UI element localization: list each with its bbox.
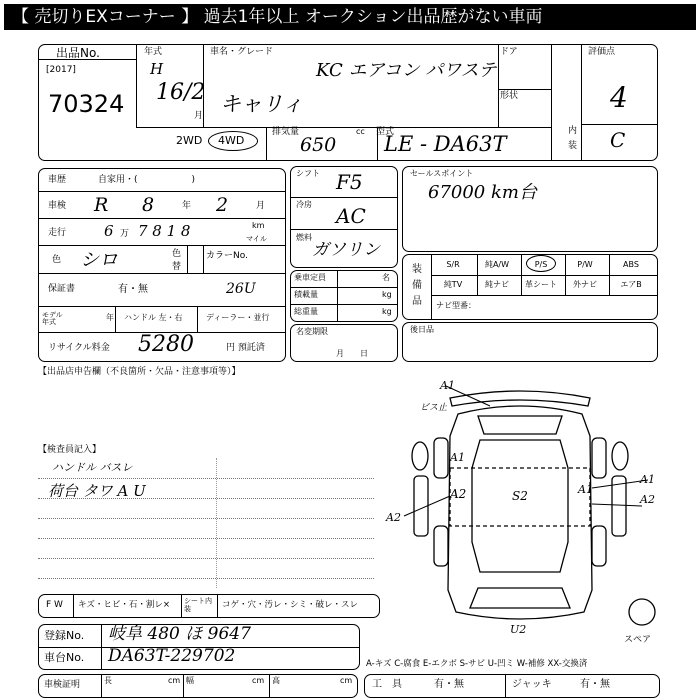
warranty-label: 保証書 bbox=[48, 284, 76, 294]
history-label: 車歴 bbox=[48, 175, 67, 185]
sales-label: セールスポイント bbox=[410, 169, 474, 178]
jack-label: ジャッキ bbox=[512, 679, 552, 690]
model-year-unit: 年 bbox=[106, 313, 114, 322]
equip-airbag: エアB bbox=[620, 280, 642, 289]
rear-items-box bbox=[402, 322, 658, 362]
lot-label: 出品No. bbox=[56, 46, 100, 60]
car-roof bbox=[472, 440, 568, 572]
lot-number: 70324 bbox=[48, 90, 125, 118]
equip-pw: P/W bbox=[577, 260, 593, 269]
door-label: ドア bbox=[500, 47, 518, 57]
registration-value: 岐阜 480 ほ 9647 bbox=[108, 624, 251, 644]
grade-value: KC エアコン パワステ bbox=[316, 60, 497, 81]
inspector-note-1: ハンドル バスレ bbox=[52, 461, 133, 474]
car-body-outline bbox=[448, 406, 592, 619]
ac-label: 冷房 bbox=[296, 200, 312, 209]
equip-ext-navi: 外ナビ bbox=[573, 280, 597, 289]
sales-box bbox=[402, 166, 658, 252]
inspector-divider bbox=[216, 458, 217, 588]
inspector-label: 【検査員記入】 bbox=[38, 445, 102, 455]
recycle-label: リサイクル料金 bbox=[48, 343, 110, 353]
interior-label-1: 内 bbox=[568, 126, 578, 136]
month-label: 月 bbox=[194, 111, 204, 121]
mileage-man-unit: 万 bbox=[120, 229, 130, 239]
chassis-value: DA63T-229702 bbox=[108, 646, 236, 666]
mileage-rest: 7 8 1 8 bbox=[138, 222, 191, 240]
drive-2wd: 2WD bbox=[176, 134, 203, 147]
equip-sr: S/R bbox=[446, 260, 460, 269]
navi-model-label: ナビ型番： bbox=[436, 301, 476, 310]
handle-label: ハンドル 左・右 bbox=[124, 313, 183, 322]
fuel-label: 燃料 bbox=[296, 233, 312, 242]
diagram-mark-a1-side: A1 bbox=[578, 483, 593, 496]
color-label: 色 bbox=[52, 255, 62, 265]
car-diagram bbox=[380, 376, 670, 640]
shaken-label: 車検 bbox=[48, 201, 67, 211]
inspector-note-2: 荷台 タワ A U bbox=[48, 482, 146, 500]
length-label: 長 bbox=[104, 676, 112, 685]
mirror-left bbox=[412, 442, 428, 470]
type-value: LE - DA63T bbox=[384, 132, 507, 156]
warranty-value: 有・無 bbox=[118, 284, 148, 295]
era-value: H bbox=[150, 60, 164, 78]
equip-abs: ABS bbox=[623, 260, 639, 269]
inspector-lines bbox=[38, 458, 374, 588]
mile-label: マイル bbox=[246, 235, 267, 243]
score-value: 4 bbox=[610, 81, 628, 114]
registration-label: 登録No. bbox=[44, 629, 85, 642]
year-tag: [2017] bbox=[46, 65, 76, 75]
interior-label-2: 装 bbox=[568, 141, 578, 151]
cert-box bbox=[38, 674, 358, 698]
mark-line-4 bbox=[592, 504, 642, 506]
length-cm: cm bbox=[168, 676, 181, 685]
model-label: 車名・グレード bbox=[210, 47, 274, 57]
color-no-label: カラーNo. bbox=[206, 251, 248, 261]
diagram-mark-a2-right: A2 bbox=[640, 493, 655, 506]
history-value: 自家用・( ) bbox=[98, 175, 196, 185]
displacement-label: 排気量 bbox=[272, 127, 300, 137]
wheel-fl bbox=[434, 438, 448, 478]
shaken-year-unit: 年 bbox=[182, 201, 192, 211]
load-unit: kg bbox=[382, 290, 392, 299]
equip-ps: P/S bbox=[534, 260, 548, 269]
diagram-mark-a2-left: A2 bbox=[386, 511, 401, 524]
legend-text: A-キズ C-腐食 E-エクボ S-サビ U-凹ミ W-補修 XX-交換済 bbox=[366, 659, 588, 669]
spare-label: スペア bbox=[624, 635, 652, 645]
color-change-1: 色 bbox=[172, 249, 182, 259]
nenshiki-label: 年式 bbox=[144, 47, 163, 57]
diagram-mark-a1-right: A1 bbox=[640, 473, 655, 486]
sales-text: 67000 km台 bbox=[428, 182, 537, 203]
cc-label: cc bbox=[356, 127, 365, 136]
declaration-label: 【出品店申告欄（不良箇所・欠品・注意事項等）】 bbox=[38, 367, 241, 377]
capacity-unit: 名 bbox=[382, 273, 390, 282]
mirror-right bbox=[612, 442, 628, 470]
height-label: 高 bbox=[272, 676, 280, 685]
model-year-label: モデル年式 bbox=[42, 311, 63, 326]
color-change-2: 替 bbox=[172, 262, 182, 272]
displacement-value: 650 bbox=[300, 134, 337, 156]
recycle-amount: 5280 bbox=[138, 332, 194, 357]
rename-label: 名変期限 bbox=[296, 327, 328, 336]
seat-label: シート内装 bbox=[184, 597, 212, 613]
score-label: 評価点 bbox=[588, 47, 616, 57]
gross-unit: kg bbox=[382, 307, 392, 316]
interior-value: C bbox=[610, 128, 626, 152]
car-name-value: キャリィ bbox=[220, 92, 304, 116]
diagram-mark-a2-mid: A2 bbox=[450, 487, 467, 501]
fw-label: F W bbox=[46, 600, 63, 610]
shaken-month-unit: 月 bbox=[256, 201, 266, 211]
diagram-mark-s2: S2 bbox=[512, 489, 528, 503]
fuel-value: ガソリン bbox=[312, 240, 380, 260]
shaken-era: R bbox=[94, 194, 109, 216]
color-value: シロ bbox=[80, 249, 119, 271]
rename-unit: 月 日 bbox=[336, 349, 368, 358]
wheel-rl bbox=[434, 526, 448, 566]
car-rear-bumper bbox=[470, 588, 570, 608]
color-no-value: 26U bbox=[226, 281, 256, 297]
seat-text: コゲ・穴・汚レ・シミ・破レ・スレ bbox=[222, 600, 359, 610]
height-cm: cm bbox=[340, 676, 353, 685]
equip-navi: 純ナビ bbox=[485, 280, 509, 289]
diagram-mark-a1-top: A1 bbox=[440, 379, 455, 392]
shaken-year: 8 bbox=[142, 194, 155, 216]
recycle-unit: 円 預託済 bbox=[226, 343, 265, 353]
width-cm: cm bbox=[252, 676, 265, 685]
diagram-mark-u2: U2 bbox=[510, 623, 527, 636]
jack-value: 有・無 bbox=[580, 679, 610, 690]
equip-tv: 純TV bbox=[443, 280, 463, 289]
wheel-rr bbox=[592, 526, 606, 566]
capacity-label: 乗車定員 bbox=[294, 273, 326, 282]
fw-text: キズ・ヒビ・石・割レ× bbox=[78, 600, 170, 610]
banner: 【 売切りEXコーナー 】 過去1年以上 オークション出品歴がない車両 bbox=[4, 4, 696, 30]
shift-value: F5 bbox=[336, 170, 363, 194]
chassis-label: 車台No. bbox=[44, 651, 85, 664]
year-month-value: 16/2 bbox=[156, 80, 206, 105]
width-label: 幅 bbox=[186, 676, 194, 685]
equip-leather: 革シート bbox=[525, 280, 557, 289]
equip-label: 装備品 bbox=[412, 264, 422, 307]
shape-label: 形状 bbox=[500, 91, 519, 101]
dealer-label: ディーラー・並行 bbox=[206, 313, 270, 322]
car-front-bumper bbox=[450, 391, 590, 406]
type-label: 型式 bbox=[376, 127, 395, 137]
wheel-fr bbox=[592, 438, 606, 478]
drive-4wd: 4WD bbox=[218, 134, 245, 147]
mark-line-2 bbox=[404, 496, 450, 516]
km-label: km bbox=[252, 221, 265, 230]
spare-tire bbox=[629, 599, 655, 625]
tools-value: 有・無 bbox=[434, 679, 464, 690]
tools-label: 工 具 bbox=[372, 679, 402, 690]
cert-label: 車検証明 bbox=[44, 680, 81, 690]
gross-label: 総重量 bbox=[294, 307, 318, 316]
equip-aw: 純A/W bbox=[484, 260, 510, 269]
shift-label: シフト bbox=[296, 169, 320, 178]
rear-items-label: 後日品 bbox=[410, 325, 434, 334]
load-label: 積載量 bbox=[294, 290, 318, 299]
shaken-month: 2 bbox=[216, 194, 229, 216]
ac-value: AC bbox=[336, 204, 366, 228]
diagram-mark-a1-left: A1 bbox=[450, 451, 465, 464]
mileage-label: 走行 bbox=[48, 228, 67, 238]
diagram-mark-screw: ビス止 bbox=[420, 403, 448, 413]
mileage-man: 6 bbox=[104, 222, 114, 240]
car-windshield bbox=[478, 416, 562, 434]
